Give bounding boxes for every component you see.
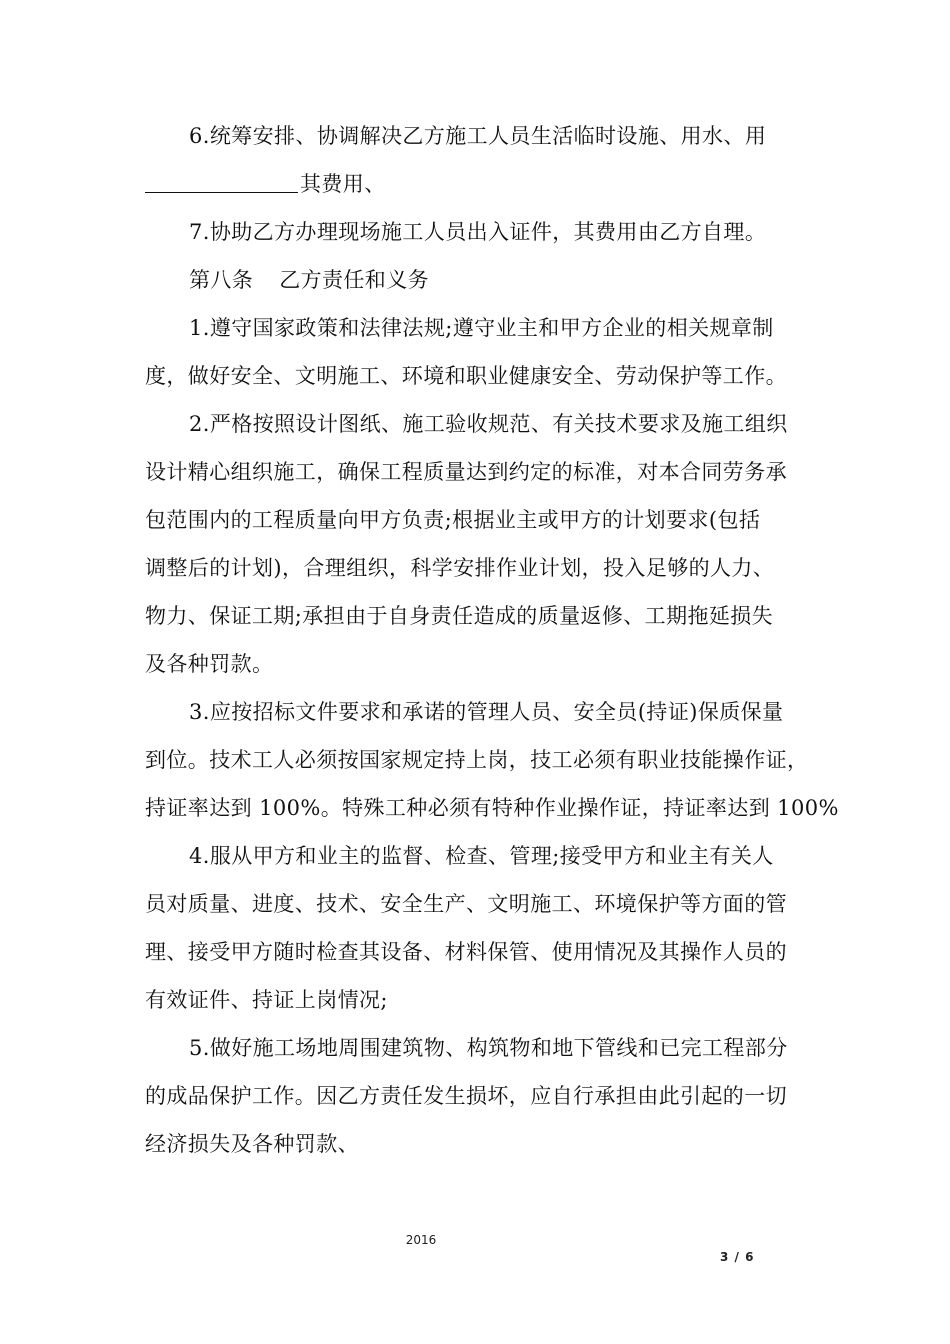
item-2-line-4: 调整后的计划)，合理组织，科学安排作业计划，投入足够的人力、 <box>145 556 775 580</box>
item-1-line-2: 度，做好安全、文明施工、环境和职业健康安全、劳动保护等工作。 <box>145 364 787 388</box>
article-title: 乙方责任和义务 <box>279 268 430 292</box>
page-number-indicator: 3 / 6 <box>720 1250 755 1264</box>
item-2-line-1: 2.严格按照设计图纸、施工验收规范、有关技术要求及施工组织 <box>189 412 788 436</box>
fill-in-blank <box>145 168 298 193</box>
item-4-line-2: 员对质量、进度、技术、安全生产、文明施工、环境保护等方面的管 <box>145 892 787 916</box>
clause-6-line-2-text: 其费用、 <box>300 172 386 196</box>
item-4-line-4: 有效证件、持证上岗情况; <box>145 988 388 1012</box>
item-4-line-3: 理、接受甲方随时检查其设备、材料保管、使用情况及其操作人员的 <box>145 940 787 964</box>
clause-6-line-1: 6.统筹安排、协调解决乙方施工人员生活临时设施、用水、用 <box>189 124 767 148</box>
item-5-line-1: 5.做好施工场地周围建筑物、构筑物和地下管线和已完工程部分 <box>189 1036 788 1060</box>
item-3-line-2: 到位。技术工人必须按国家规定持上岗，技工必须有职业技能操作证， <box>145 748 809 772</box>
footer-year: 2016 <box>405 1233 437 1247</box>
item-5-line-2: 的成品保护工作。因乙方责任发生损坏，应自行承担由此引起的一切 <box>145 1084 787 1108</box>
clause-6-line-2 <box>145 160 807 208</box>
item-2-line-6: 及各种罚款。 <box>145 652 274 676</box>
article-number: 第八条 <box>189 268 254 292</box>
item-3-line-1: 3.应按招标文件要求和承诺的管理人员、安全员(持证)保质保量 <box>189 700 784 724</box>
item-2-line-2: 设计精心组织施工，确保工程质量达到约定的标准，对本合同劳务承 <box>145 460 787 484</box>
document-body <box>145 112 839 1168</box>
item-1-line-1: 1.遵守国家政策和法律法规;遵守业主和甲方企业的相关规章制 <box>189 316 774 340</box>
item-4-line-1: 4.服从甲方和业主的监督、检查、管理;接受甲方和业主有关人 <box>189 844 774 868</box>
article-8-heading <box>145 256 807 304</box>
item-2-line-3: 包范围内的工程质量向甲方负责;根据业主或甲方的计划要求(包括 <box>145 508 761 532</box>
item-2-line-5: 物力、保证工期;承担由于自身责任造成的质量返修、工期拖延损失 <box>145 604 774 628</box>
clause-7-line-1: 7.协助乙方办理现场施工人员出入证件，其费用由乙方自理。 <box>189 220 767 244</box>
item-3-line-3: 持证率达到 100%。特殊工种必须有特种作业操作证，持证率达到 100% <box>145 796 839 820</box>
item-5-line-3: 经济损失及各种罚款、 <box>145 1132 359 1156</box>
